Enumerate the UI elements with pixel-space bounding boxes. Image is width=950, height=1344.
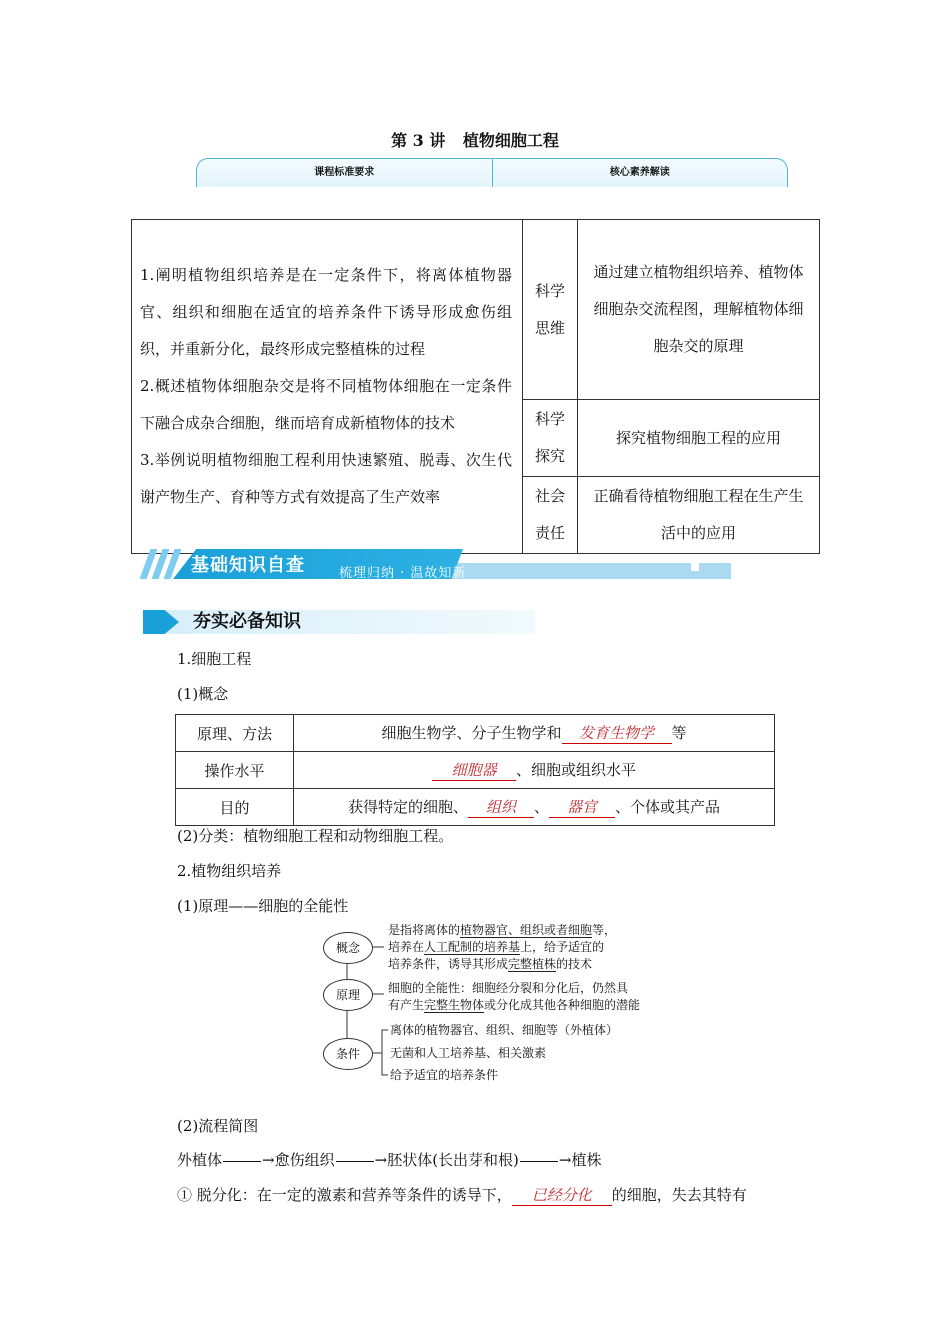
condition-2: 无菌和人工培养基、相关激素 bbox=[390, 1046, 547, 1060]
subheading-principle: (1)原理——细胞的全能性 bbox=[177, 897, 349, 915]
explanation-science-inquiry: 探究植物细胞工程的应用 bbox=[578, 400, 820, 477]
banner-subtitle: 梳理归纳 · 温故知新 bbox=[339, 566, 467, 581]
lecture-name: 植物细胞工程 bbox=[462, 131, 559, 150]
requirement-1: 1.阐明植物组织培养是在一定条件下，将离体植物器官、组织和细胞在适宜的培养条件下诱导形成愈伤组织，并重新分化，最终形成完整植株的过程 bbox=[140, 266, 512, 358]
flow-step-plant: 植株 bbox=[571, 1151, 602, 1169]
requirement-2: 2.概述植物体细胞杂交是将不同植物体细胞在一定条件下融合成杂合细胞，继而培育成新植物体的技术 bbox=[140, 377, 512, 432]
heading-cell-engineering: 1.细胞工程 bbox=[177, 650, 252, 668]
oval-condition: 条件 bbox=[323, 1038, 373, 1070]
aspect-science-inquiry: 科学 探究 bbox=[523, 400, 578, 477]
answer-blank: 已经分化 bbox=[512, 1185, 612, 1206]
standards-table bbox=[131, 219, 820, 554]
principle-line-1: 细胞的全能性：细胞经分裂和分化后，仍然具 bbox=[388, 981, 629, 995]
section-title: 夯实必备知识 bbox=[193, 611, 301, 632]
header-requirements: 课程标准要求 bbox=[197, 159, 493, 187]
oval-principle: 原理 bbox=[323, 979, 373, 1011]
row-key-principle: 原理、方法 bbox=[176, 715, 294, 752]
subheading-flow: (2)流程简图 bbox=[177, 1117, 259, 1135]
tissue-culture-diagram bbox=[322, 922, 682, 1082]
lecture-number: 第 3 讲 bbox=[391, 131, 446, 150]
requirements-cell bbox=[132, 220, 523, 554]
arrow-icon: → bbox=[558, 1151, 572, 1169]
answer-blank: 器官 bbox=[549, 797, 615, 818]
header-literacy: 核心素养解读 bbox=[609, 167, 670, 178]
aspect-science-thinking: 科学 思维 bbox=[523, 220, 578, 400]
oval-concept: 概念 bbox=[323, 932, 373, 964]
concept-line-2: 培养在人工配制的培养基上，给予适宜的 bbox=[388, 940, 605, 954]
row-value-purpose: 获得特定的细胞、 组织 、 器官 、个体或其产品 bbox=[294, 789, 775, 826]
row-key-level: 操作水平 bbox=[176, 752, 294, 789]
arrow-icon: → bbox=[262, 1151, 275, 1169]
row-key-purpose: 目的 bbox=[176, 789, 294, 826]
aspect-social-responsibility: 社会 责任 bbox=[523, 477, 578, 554]
answer-blank: 发育生物学 bbox=[562, 723, 672, 744]
banner-title: 基础知识自查 bbox=[191, 555, 305, 576]
section-heading bbox=[143, 610, 535, 634]
flow-chart bbox=[177, 1149, 602, 1170]
answer-blank: 组织 bbox=[468, 797, 534, 818]
requirement-3: 3.举例说明植物细胞工程利用快速繁殖、脱毒、次生代谢产物生产、育种等方式有效提高了生产效率 bbox=[140, 451, 512, 506]
subheading-concept: (1)概念 bbox=[177, 685, 229, 703]
page-title bbox=[0, 128, 950, 151]
knowledge-banner bbox=[143, 549, 735, 581]
flow-step-callus: 愈伤组织 bbox=[274, 1151, 335, 1169]
explanation-social-responsibility: 正确看待植物细胞工程在生产生活中的应用 bbox=[578, 477, 820, 554]
flow-step-embryoid: 胚状体(长出芽和根) bbox=[387, 1151, 519, 1169]
dedifferentiation-text: ① 脱分化：在一定的激素和营养等条件的诱导下， 已经分化 的细胞，失去其特有 bbox=[177, 1186, 747, 1204]
concept-table bbox=[175, 714, 775, 826]
row-value-level: 细胞器 、细胞或组织水平 bbox=[294, 752, 775, 789]
classification-text: (2)分类：植物细胞工程和动物细胞工程。 bbox=[177, 827, 454, 845]
condition-3: 给予适宜的培养条件 bbox=[390, 1068, 499, 1082]
explanation-science-thinking: 通过建立植物组织培养、植物体细胞杂交流程图，理解植物体细胞杂交的原理 bbox=[578, 220, 820, 400]
principle-line-2: 有产生完整生物体或分化成其他各种细胞的潜能 bbox=[388, 998, 641, 1012]
flow-step-explant: 外植体 bbox=[177, 1151, 223, 1169]
concept-line-1: 是指将离体的植物器官、组织或者细胞等， bbox=[388, 923, 617, 937]
answer-blank: 细胞器 bbox=[432, 760, 516, 781]
arrow-icon: → bbox=[374, 1151, 388, 1169]
row-value-principle: 细胞生物学、分子生物学和 发育生物学 等 bbox=[294, 715, 775, 752]
concept-line-3: 培养条件，诱导其形成完整植株的技术 bbox=[388, 957, 593, 971]
condition-1: 离体的植物器官、组织、细胞等（外植体） bbox=[390, 1023, 619, 1037]
standards-header bbox=[196, 158, 788, 187]
heading-tissue-culture: 2.植物组织培养 bbox=[177, 862, 282, 880]
